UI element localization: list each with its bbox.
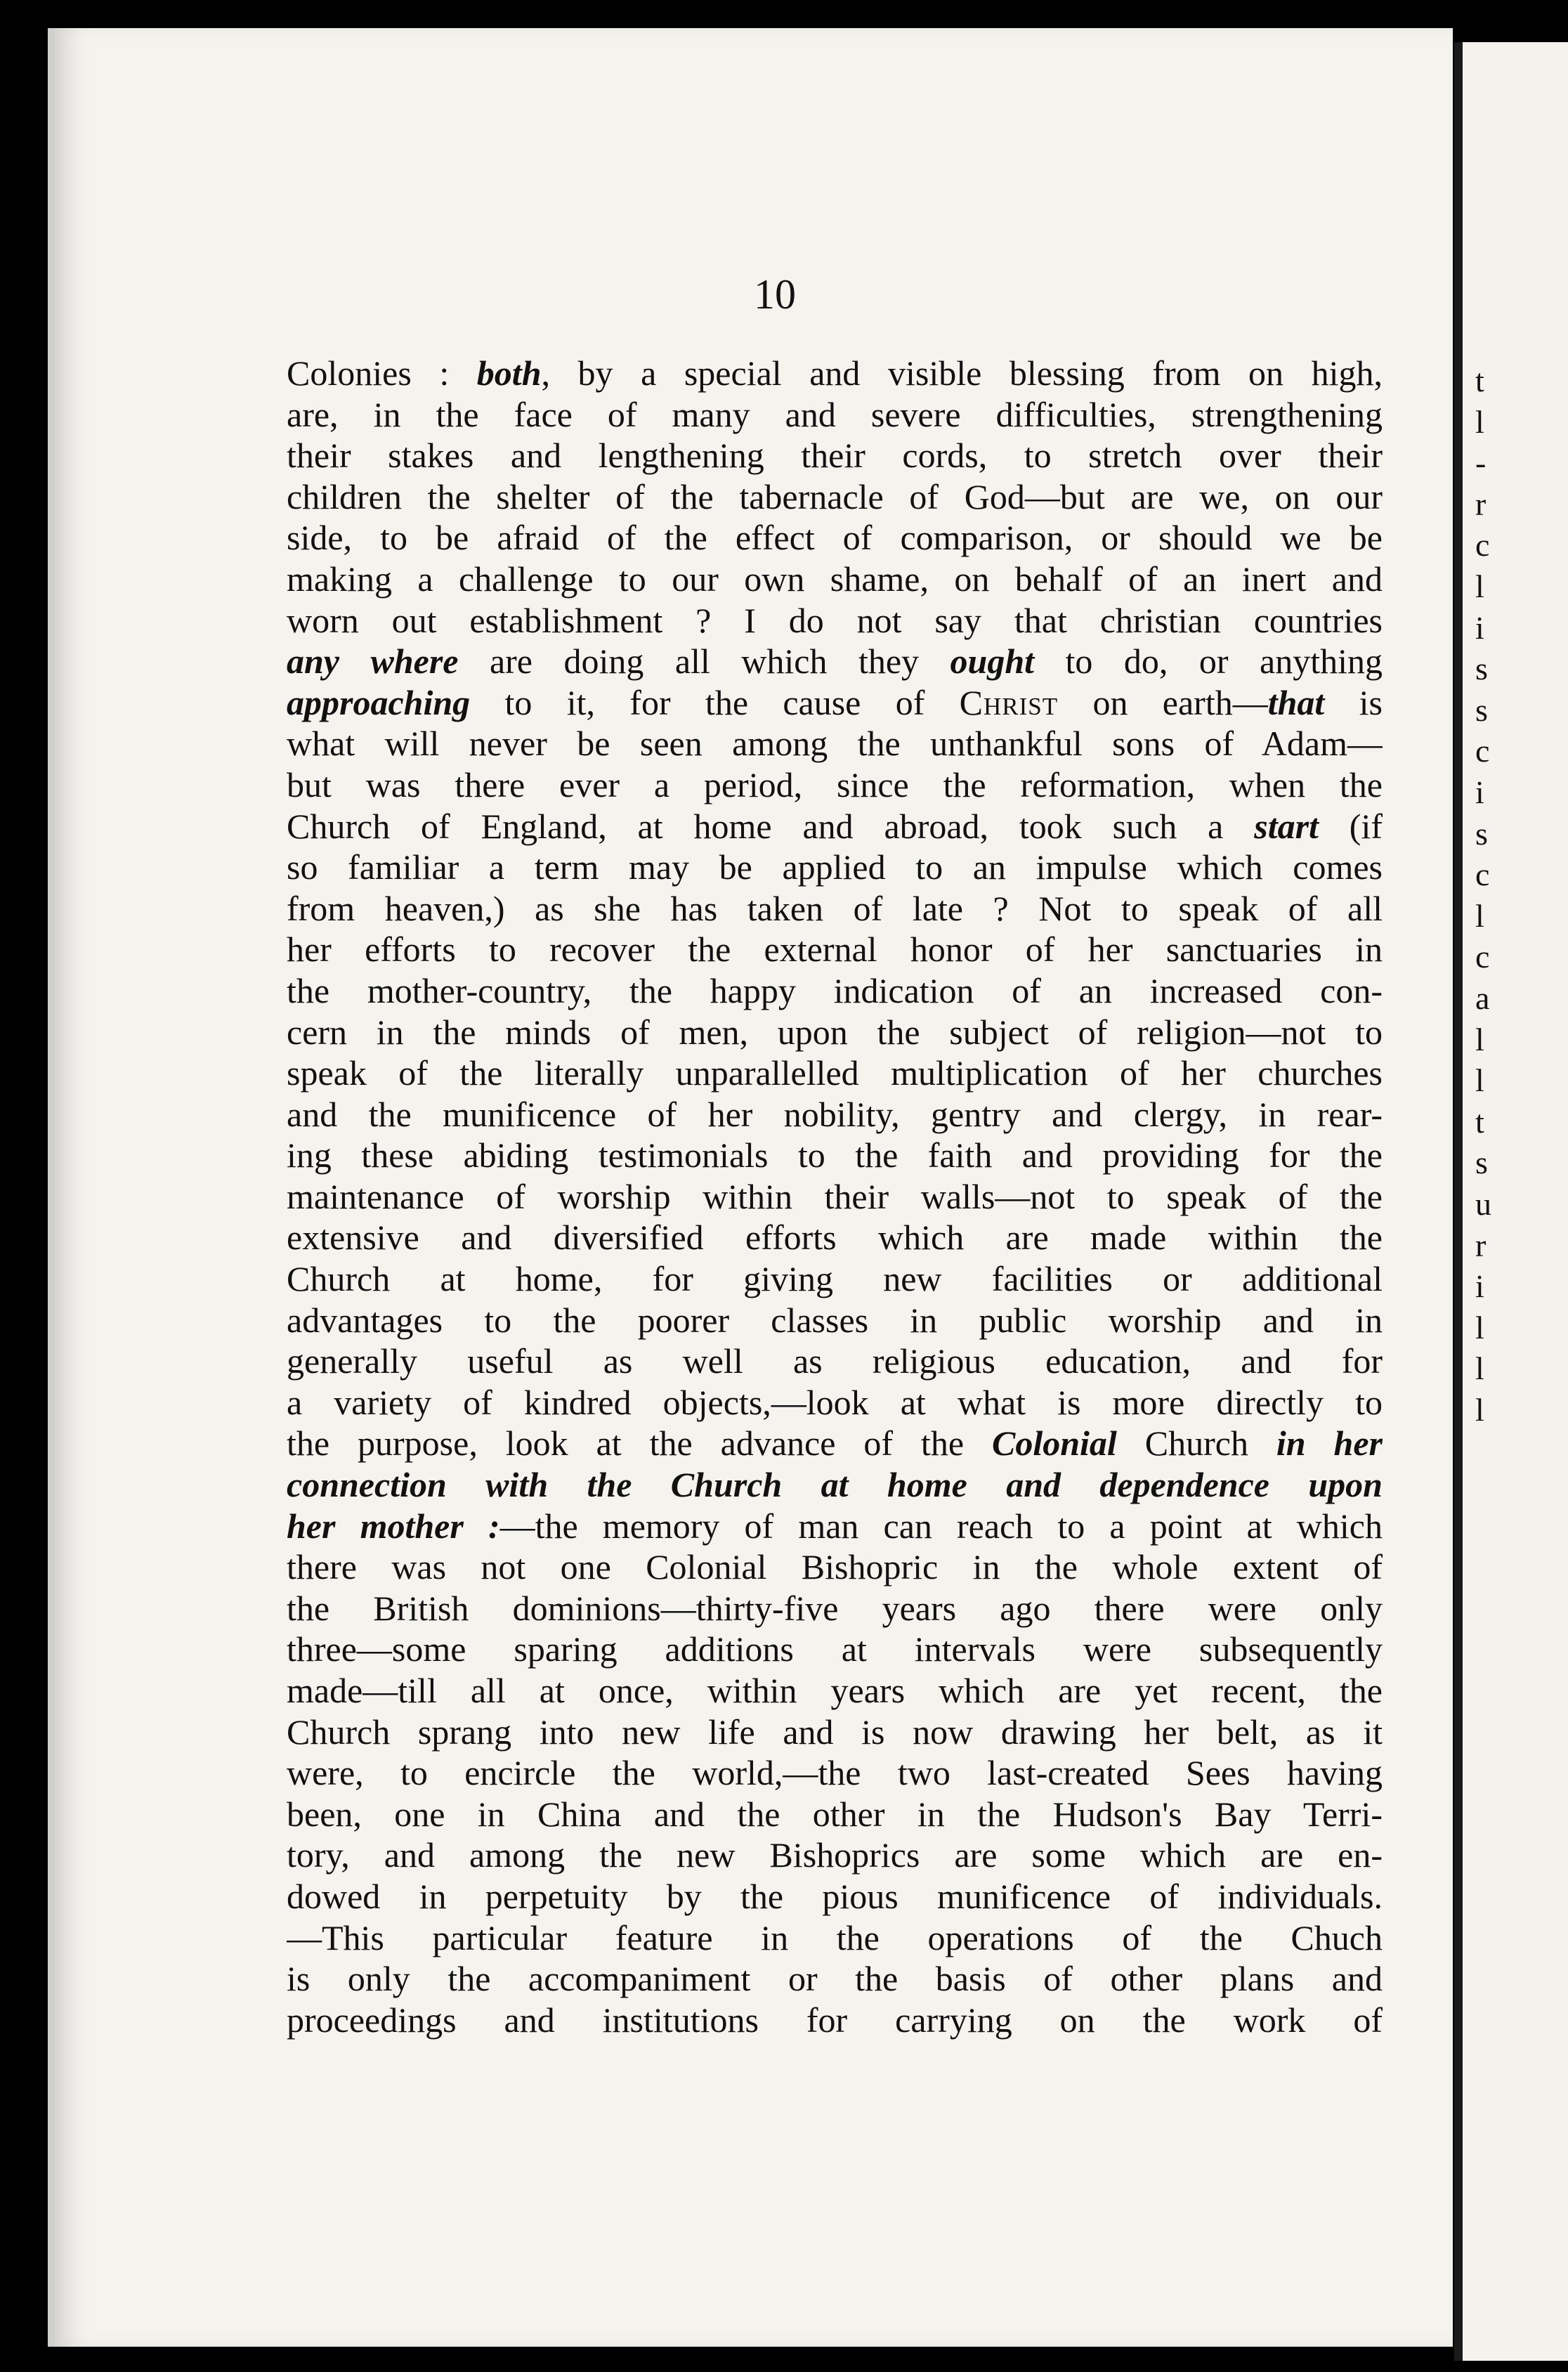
italic-run: approaching (287, 682, 471, 722)
adjacent-page-letter: l (1475, 1309, 1484, 1345)
adjacent-page-letter: i (1475, 774, 1484, 810)
text-run: making a challenge to our own shame, on behalf of an inert and (287, 559, 1383, 599)
adjacent-page-letter: c (1475, 527, 1490, 563)
text-run: cern in the minds of men, upon the subject of religion—not to (287, 1012, 1383, 1052)
text-run: Church at home, for giving new facilities or additional (287, 1259, 1383, 1299)
italic-run: ought (950, 641, 1035, 682)
text-run: Colonies : (287, 353, 477, 393)
adjacent-page-letter: l (1475, 1350, 1484, 1387)
text-line (287, 476, 1383, 518)
text-line (287, 1135, 1383, 1176)
text-run: made—till all at once, within years which are yet recent, the (287, 1671, 1383, 1710)
adjacent-page-letter: c (1475, 856, 1490, 893)
page-number: 10 (754, 271, 796, 318)
text-line (287, 2000, 1383, 2041)
text-run: are, in the face of many and severe difficulties, strengthening (287, 394, 1383, 434)
adjacent-page-letter: t (1475, 363, 1484, 398)
italic-run: connection with the Church at home and dependence upon (287, 1465, 1383, 1505)
text-run: to do, or anything (1034, 641, 1383, 682)
text-line (287, 1012, 1383, 1053)
adjacent-page-letter: t (1475, 1103, 1484, 1140)
text-run: , by a special and visible blessing from on high, (541, 353, 1383, 393)
text-line (287, 1546, 1383, 1588)
text-run: advantages to the poorer classes in public worship and in (287, 1300, 1383, 1340)
text-line (287, 888, 1383, 930)
adjacent-page-edge (1454, 42, 1568, 2361)
text-line (287, 600, 1383, 641)
text-line (287, 1423, 1383, 1464)
text-line (287, 1300, 1383, 1341)
text-line (287, 394, 1383, 436)
text-line (287, 641, 1383, 682)
text-run: side, to be afraid of the effect of comparison, or should we be (287, 518, 1383, 558)
text-line (287, 1464, 1383, 1506)
adjacent-page-letter: c (1475, 733, 1490, 769)
text-line (287, 1876, 1383, 1917)
text-run: proceedings and institutions for carrying on the work of (287, 2000, 1383, 2040)
text-run: from heaven,) as she has taken of late ? Not to speak of all (287, 888, 1383, 928)
book-page (48, 28, 1453, 2347)
adjacent-page-letter: l (1475, 403, 1484, 440)
text-line (287, 682, 1383, 724)
text-line (287, 353, 1383, 394)
text-run: a variety of kindred objects,—look at what is more directly to (287, 1382, 1383, 1422)
adjacent-page-letter: l (1475, 1392, 1484, 1428)
text-line (287, 806, 1383, 847)
adjacent-page-letter: i (1475, 1268, 1484, 1305)
italic-run: any where (287, 641, 459, 682)
text-line (287, 1629, 1383, 1670)
text-run: the purpose, look at the advance of the (287, 1423, 992, 1464)
text-run: the British dominions—thirty-five years ago there were only (287, 1588, 1383, 1628)
text-run: but was there ever a period, since the reformation, when the (287, 764, 1383, 804)
text-run: three—some sparing additions at intervals were subsequently (287, 1629, 1383, 1669)
adjacent-page-letter: s (1475, 1145, 1488, 1181)
text-line (287, 1094, 1383, 1135)
text-line (287, 1588, 1383, 1629)
text-run: children the shelter of the tabernacle of God—but are we, on our (287, 476, 1383, 516)
text-run: ing these abiding testimonials to the faith and providing for the (287, 1135, 1383, 1175)
adjacent-page-letter: s (1475, 651, 1488, 687)
text-run: and the munificence of her nobility, gentry and clergy, in rear- (287, 1094, 1383, 1134)
adjacent-page-letter: l (1475, 897, 1484, 934)
adjacent-page-letter: - (1475, 445, 1487, 481)
text-run: worn out establishment ? I do not say that christian countries (287, 600, 1383, 640)
adjacent-page-letter: i (1475, 609, 1484, 646)
text-run: there was not one Colonial Bishopric in the whole extent of (287, 1547, 1383, 1587)
text-run: the mother-country, the happy indication of an increased con- (287, 970, 1383, 1010)
text-line (287, 847, 1383, 888)
text-line (287, 1670, 1383, 1712)
adjacent-page-letter: u (1475, 1186, 1491, 1222)
text-line (287, 1258, 1383, 1300)
text-run: are doing all which they (458, 641, 950, 682)
text-line (287, 1835, 1383, 1876)
text-run: —This particular feature in the operations of the Chuch (287, 1917, 1383, 1957)
adjacent-page-letter: l (1475, 1062, 1484, 1099)
text-line (287, 1958, 1383, 2000)
body-text (287, 353, 1383, 2040)
text-line (287, 970, 1383, 1012)
adjacent-page-letter: c (1475, 939, 1490, 975)
text-line (287, 517, 1383, 559)
text-run: is (1324, 682, 1383, 722)
text-run: so familiar a term may be applied to an impulse which comes (287, 847, 1383, 887)
text-run: —the memory of man can reach to a point at which (499, 1506, 1383, 1546)
text-run: dowed in perpetuity by the pious munificence of individuals. (287, 1876, 1383, 1916)
text-run: on earth— (1058, 682, 1268, 722)
text-run: Church of England, at home and abroad, took such a (287, 806, 1255, 846)
text-line (287, 1217, 1383, 1258)
text-run: extensive and diversified efforts which are made within the (287, 1218, 1383, 1258)
italic-run: both (476, 353, 542, 393)
text-line (287, 435, 1383, 476)
italic-run: in her (1276, 1423, 1383, 1464)
italic-run: her mother : (287, 1506, 500, 1546)
italic-run: that (1267, 682, 1325, 722)
text-run: speak of the literally unparallelled multiplication of her churches (287, 1053, 1383, 1093)
text-run: their stakes and lengthening their cords, to stretch over their (287, 436, 1383, 476)
text-line (287, 1752, 1383, 1794)
text-line (287, 764, 1383, 806)
text-run: were, to encircle the world,—the two last-created Sees having (287, 1753, 1383, 1793)
text-run: tory, and among the new Bishoprics are some which are en- (287, 1835, 1383, 1875)
text-run: her efforts to recover the external honor of her sanctuaries in (287, 930, 1383, 970)
text-line (287, 1341, 1383, 1382)
adjacent-page-letter: r (1475, 486, 1487, 522)
text-line (287, 1506, 1383, 1547)
adjacent-page-letter: r (1475, 1227, 1487, 1263)
text-line (287, 1917, 1383, 1959)
text-run: to it, for the cause of (470, 682, 960, 722)
text-line (287, 723, 1383, 764)
adjacent-page-letter: s (1475, 691, 1488, 728)
small-caps-run: Christ (959, 682, 1059, 722)
text-line (287, 929, 1383, 970)
adjacent-page-letter: a (1475, 980, 1490, 1016)
text-line (287, 559, 1383, 600)
text-run: maintenance of worship within their walls—not to speak of the (287, 1176, 1383, 1216)
text-run: Church (1116, 1423, 1276, 1464)
text-line (287, 1053, 1383, 1094)
text-line (287, 1382, 1383, 1423)
italic-run: start (1254, 806, 1319, 846)
italic-run: Colonial (991, 1423, 1117, 1464)
text-run: been, one in China and the other in the Hudson's Bay Terri- (287, 1794, 1383, 1834)
adjacent-page-letter: s (1475, 815, 1488, 852)
text-run: Church sprang into new life and is now drawing her belt, as it (287, 1712, 1383, 1752)
text-line (287, 1794, 1383, 1835)
text-line (287, 1712, 1383, 1753)
text-line (287, 1176, 1383, 1218)
text-run: what will never be seen among the unthankful sons of Adam— (287, 724, 1383, 764)
text-run: (if (1318, 806, 1383, 846)
adjacent-page-letter: l (1475, 1021, 1484, 1057)
text-run: is only the accompaniment or the basis of other plans and (287, 1959, 1383, 1999)
adjacent-page-letter: l (1475, 568, 1484, 604)
text-run: generally useful as well as religious education, and for (287, 1341, 1383, 1381)
